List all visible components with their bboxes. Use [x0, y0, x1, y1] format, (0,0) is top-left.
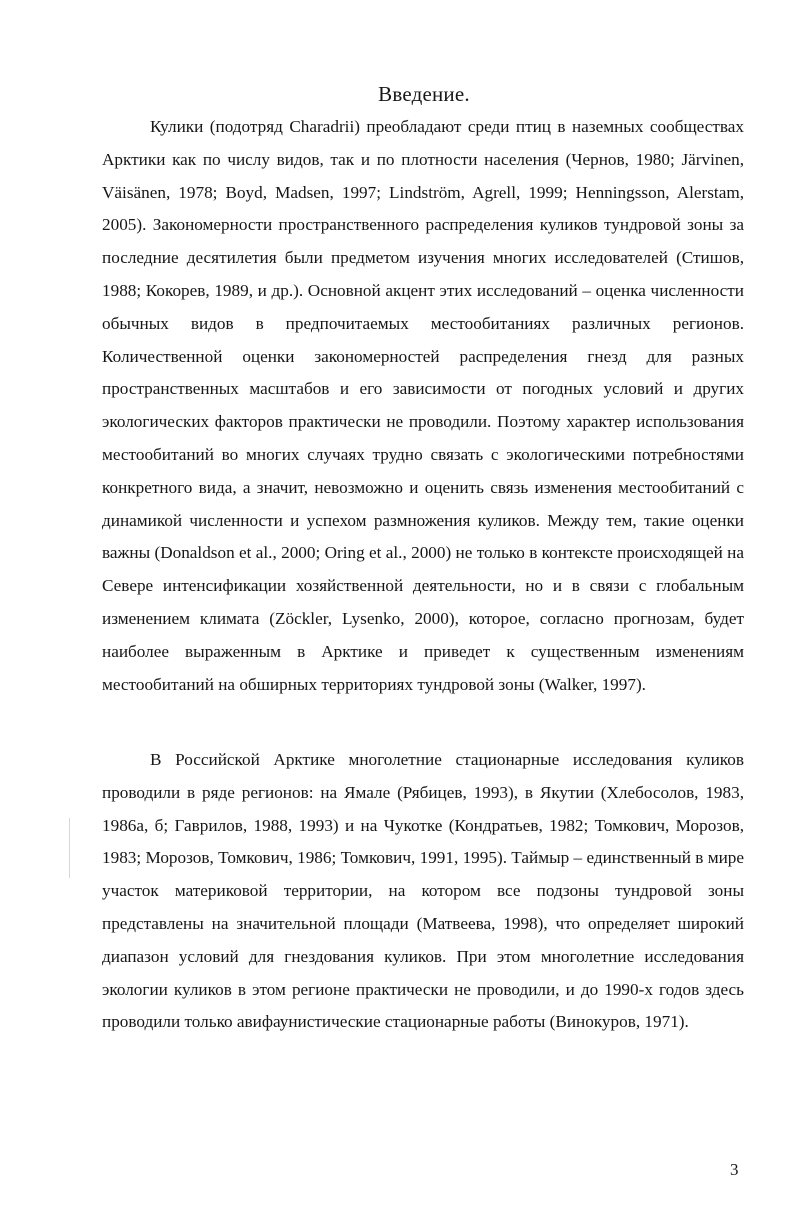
- page-number: 3: [730, 1160, 739, 1179]
- scan-margin-mark: [69, 818, 70, 878]
- paragraph-1: Кулики (подотряд Charadrii) преобладают среди птиц в наземных сообществах Арктики как по числу видов, так и по плотности населения (Чернов, 1980; Järvinen, Väisänen, 1978; Boyd, Madsen, 1997; Lindström, Agrell, 1999; Henningsson, Alerstam, 2005). Закономерности пространственного распределения куликов тундровой зоны за последние десятилетия были предметом изучения многих исследователей (Стишов, 1988; Кокорев, 1989, и др.). Основной акцент этих исследований – оценка численности обычных видов в предпочитаемых местообитаниях различных регионов. Количественной оценки закономерностей распределения гнезд для разных пространственных масштабов и его зависимости от погодных условий и других экологических факторов практически не проводили. Поэтому характер использования местообитаний во многих случаях трудно связать с экологическими потребностями конкретного вида, а значит, невозможно и оценить связь изменения местообитаний с динамикой численности и успехом размножения куликов. Между тем, такие оценки важны (Donaldson et al., 2000; Oring et al., 2000) не только в контексте происходящей на Севере интенсификации хозяйственной деятельности, но и в связи с глобальным изменением климата (Zöckler, Lysenko, 2000), которое, согласно прогнозам, будет наиболее выраженным в Арктике и приведет к существенным изменениям местообитаний на обширных территориях тундровой зоны (Walker, 1997).: [102, 117, 744, 694]
- paragraph-2: В Российской Арктике многолетние стационарные исследования куликов проводили в ряде регионов: на Ямале (Рябицев, 1993), в Якутии (Хлебосолов, 1983, 1986а, б; Гаврилов, 1988, 1993) и на Чукотке (Кондратьев, 1982; Томкович, Морозов, 1983; Морозов, Томкович, 1986; Томкович, 1991, 1995). Таймыр – единственный в мире участок материковой территории, на котором все подзоны тундровой зоны представлены на значительной площади (Матвеева, 1998), что определяет широкий диапазон условий для гнездования куликов. При этом многолетние исследования экологии куликов в этом регионе практически не проводили, и до 1990-х годов здесь проводили только авифаунистические стационарные работы (Винокуров, 1971).: [102, 750, 744, 1032]
- page-title: Введение.: [378, 82, 470, 106]
